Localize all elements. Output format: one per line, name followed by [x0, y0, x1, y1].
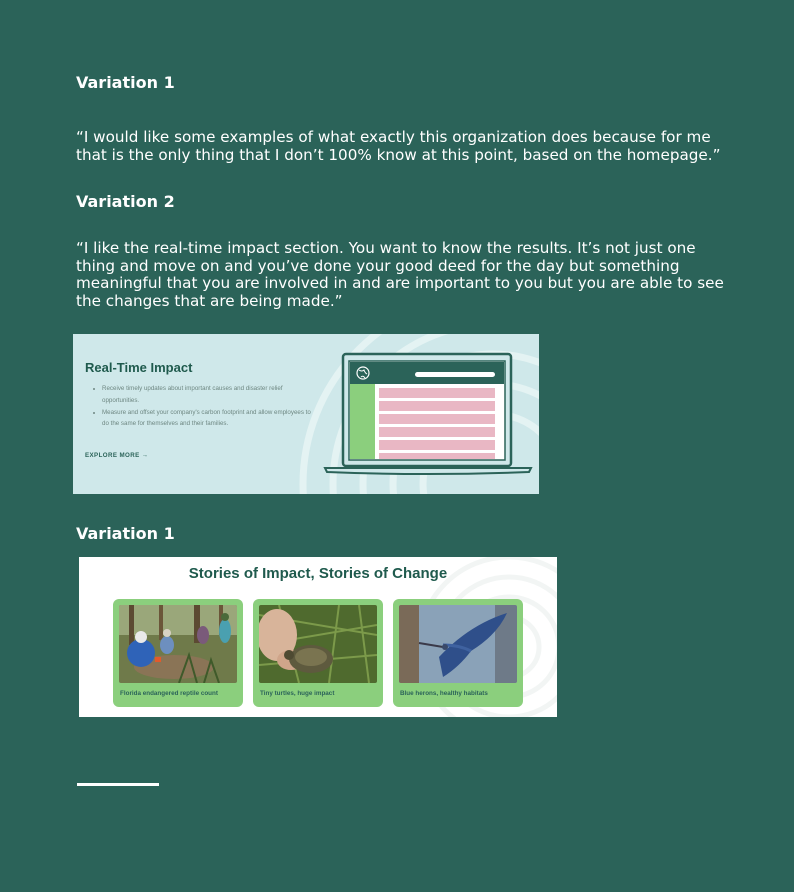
divider-line: [77, 783, 159, 786]
stories-of-impact-card: [79, 557, 557, 717]
realtime-impact-bullets: [85, 383, 317, 430]
story-card-reptile-count[interactable]: [113, 599, 243, 707]
variation-1-quote: “I would like some examples of what exactly this organization does because for me that is the only thing that I don’t 100% know at this point, based on the homepage.”: [76, 128, 721, 164]
field-survey-photo: [119, 605, 237, 683]
bullet-item: Measure and offset your company's carbon footprint and allow employees to do the same for themselves and their families.: [85, 407, 317, 431]
realtime-impact-card: [73, 334, 539, 494]
story-label: Blue herons, healthy habitats: [400, 690, 488, 697]
story-card-blue-herons[interactable]: [393, 599, 523, 707]
heron-photo: [399, 605, 517, 683]
bullet-item: Receive timely updates about important causes and disaster relief opportunities.: [85, 383, 317, 407]
variation-2-heading: Variation 2: [76, 192, 175, 211]
story-label: Tiny turtles, huge impact: [260, 690, 335, 697]
story-label: Florida endangered reptile count: [120, 690, 218, 697]
stories-title: Stories of Impact, Stories of Change: [188, 565, 448, 582]
realtime-impact-title: Real-Time Impact: [85, 360, 193, 375]
story-card-tiny-turtles[interactable]: [253, 599, 383, 707]
variation-1-heading: Variation 1: [76, 73, 175, 92]
variation-2-quote: “I like the real-time impact section. You want to know the results. It’s not just one thing and move on and you’ve done your good deed for the day but something meaningful that you are involved in and are important to you but you are able to see the changes that are being made.”: [76, 239, 724, 310]
variation-1-heading-second: Variation 1: [76, 524, 175, 543]
turtle-photo: [259, 605, 377, 683]
laptop-illustration: [321, 348, 535, 480]
explore-more-link[interactable]: EXPLORE MORE →: [85, 452, 149, 459]
